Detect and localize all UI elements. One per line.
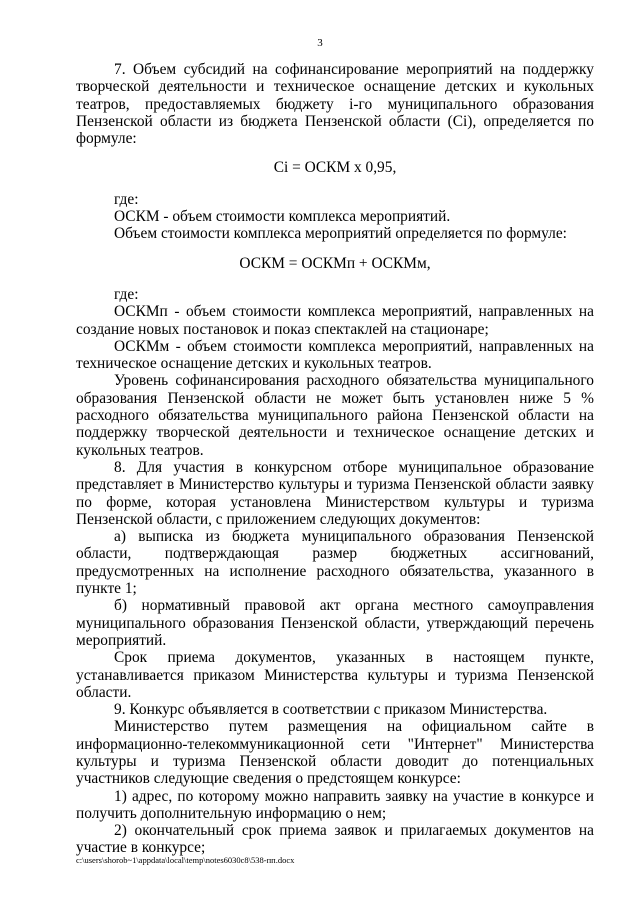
notice-item-1: 1) адрес, по которому можно направить заявку на участие в конкурсе и получить дополнительную информацию о нем; bbox=[76, 787, 594, 822]
paragraph-8-item-b: б) нормативный правовой акт органа местного самоуправления муниципального образования Пензенской области, утверждающий перечень мероприятий. bbox=[76, 597, 594, 649]
oskmm-definition: ОСКМм - объем стоимости комплекса мероприятий, направленных на техническое оснащение детских и кукольных театров. bbox=[76, 337, 594, 373]
where-label-2: где: bbox=[114, 285, 139, 303]
formula-oskm: ОСКМ = ОСКМп + ОСКМм, bbox=[239, 254, 431, 272]
page-number: 3 bbox=[317, 37, 323, 49]
document-body bbox=[76, 61, 594, 857]
documents-deadline-paragraph: Срок приема документов, указанных в настоящем пункте, устанавливается приказом Министерства культуры и туризма Пензенской области. bbox=[76, 649, 594, 701]
paragraph-8-application: 8. Для участия в конкурсном отборе муниципальное образование представляет в Министерство культуры и туризма Пензенской области заявку по форме, которая установлена Министерством культуры и туризма Пензенской области, с приложением следующих документов: bbox=[76, 458, 594, 528]
paragraph-9-announcement: 9. Конкурс объявляется в соответствии с приказом Министерства. bbox=[114, 701, 548, 719]
where-label-1: где: bbox=[114, 190, 139, 208]
oskm-definition: ОСКМ - объем стоимости комплекса мероприятий. bbox=[114, 208, 451, 226]
oskmp-definition: ОСКМп - объем стоимости комплекса мероприятий, направленных на создание новых постановок и показ спектаклей на стационаре; bbox=[76, 303, 594, 338]
ministry-notice-paragraph: Министерство путем размещения на официальном сайте в информационно-телекоммуникационной сети "Интернет" Министерства культуры и туризма Пензенской области доводит до потенциальных участников следующие сведения о предстоящем конкурсе: bbox=[76, 718, 594, 788]
cofinancing-level-paragraph: Уровень софинансирования расходного обязательства муниципального образования Пензенской области не может быть установлен ниже 5 % расходного обязательства муниципального района Пензенской области на поддержку творческой деятельности и техническое оснащение детских и кукольных театров. bbox=[76, 372, 594, 459]
oskm-formula-intro: Объем стоимости комплекса мероприятий определяется по формуле: bbox=[114, 225, 567, 243]
formula-ci: Ci = ОСКМ х 0,95, bbox=[273, 159, 397, 177]
paragraph-8-item-a: а) выписка из бюджета муниципального образования Пензенской области, подтверждающая размер бюджетных ассигнований, предусмотренных на исполнение расходного обязательства, указанного в пункте 1; bbox=[76, 528, 594, 598]
notice-item-2: 2) окончательный срок приема заявок и прилагаемых документов на участие в конкурсе; bbox=[76, 822, 594, 857]
paragraph-7-subsidy-volume: 7. Объем субсидий на софинансирование мероприятий на поддержку творческой деятельности и техническое оснащение детских и кукольных театров, предоставляемых бюджету i-го муниципального образования Пензенской области из бюджета Пензенской области (Ci), определяется по формуле: bbox=[76, 61, 594, 148]
footer-file-path: c:\users\shorob~1\appdata\local\temp\notes6030c8\538-пп.docx bbox=[76, 855, 295, 865]
